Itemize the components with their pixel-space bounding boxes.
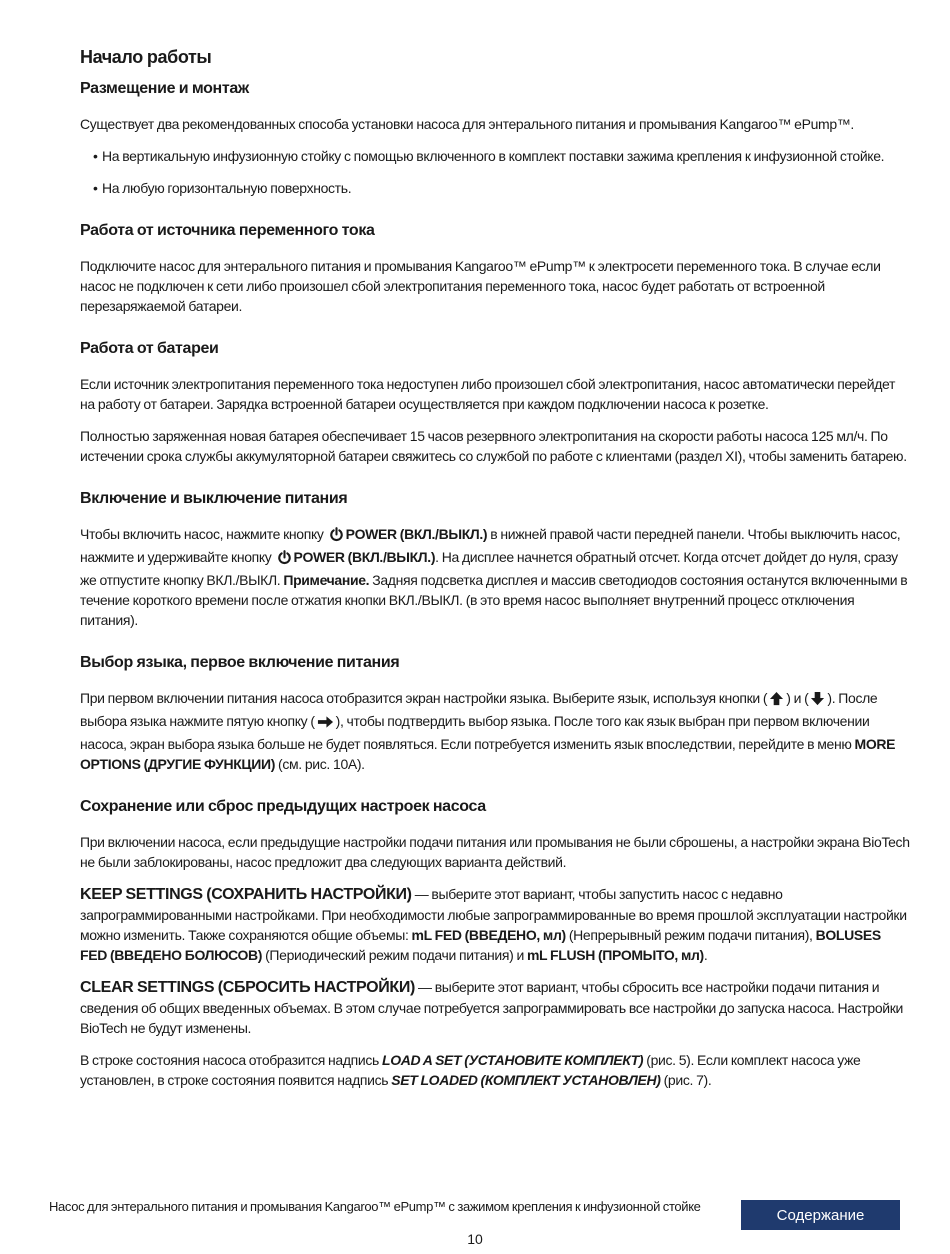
arrow-right-icon [317,714,334,734]
battery-paragraph-2: Полностью заряженная новая батарея обеспечивает 15 часов резервного электропитания на скорости работы насоса 125 мл/ч. По истечении срока службы аккумуляторной батареи свяжитесь со службой по работе с клиентами (раздел XI), чтобы заменить батарею. [80,428,907,464]
arrow-down-icon [810,691,825,711]
placement-intro: Существует два рекомендованных способа установки насоса для энтерального питания и промывания Kangaroo™ ePump™. [80,116,854,132]
battery-paragraph-1: Если источник электропитания переменного тока недоступен либо произошел сбой электропитания, насос автоматически перейдет на работу от батареи. Зарядка встроенной батареи осуществляется при каждом подключении насоса к розетке. [80,376,896,412]
keep-settings-paragraph: KEEP SETTINGS (СОХРАНИТЬ НАСТРОЙКИ) — выберите этот вариант, чтобы запустить насос с недавно запрограммированными настройками. При необходимости любые запрограммированные во время прошлой эксплуатации настройки можно изменить. Также сохраняются общие объемы: mL FED (ВВЕДЕНО, мл) (Непрерывный режим подачи питания), BOLUSES FED (ВВЕДЕНО БОЛЮСОВ) (Периодический режим подачи питания) и mL FLUSH (ПРОМЫТО, мл). [80,886,907,963]
language-heading: Выбор языка, первое включение питания [80,654,400,671]
settings-heading: Сохранение или сброс предыдущих настроек насоса [80,798,486,815]
power-icon [277,550,292,570]
page-title: Начало работы [80,47,212,67]
language-paragraph: При первом включении питания насоса отобразится экран настройки языка. Выберите язык, используя кнопки ( ) и ( ). После выбора языка нажмите пятую кнопку ( ), чтобы подтвердить выбор языка. После того как язык выбран при первом включении насоса, экран выбора языка больше не будет появляться. Если потребуется изменить язык впоследствии, перейдите в меню MORE OPTIONS (ДРУГИЕ ФУНКЦИИ) (см. рис. 10A). [80,690,896,772]
ac-heading: Работа от источника переменного тока [80,222,375,239]
power-paragraph: Чтобы включить насос, нажмите кнопку POWER (ВКЛ./ВЫКЛ.) в нижней правой части передней панели. Чтобы выключить насос, нажмите и удерживайте кнопку POWER (ВКЛ./ВЫКЛ.). На дисплее начнется обратный отсчет. Когда отсчет дойдет до нуля, сразу же отпустите кнопку ВКЛ./ВЫКЛ. Примечание. Задняя подсветка дисплея и массив светодиодов состояния останутся включенными в течение короткого времени после отжатия кнопки ВКЛ./ВЫКЛ. (в это время насос выполняет внутренний процесс отключения питания). [80,526,908,628]
table-of-contents-button[interactable]: Содержание [741,1200,900,1230]
list-item: • На вертикальную инфузионную стойку с помощью включенного в комплект поставки зажима крепления к инфузионной стойке. [93,148,885,164]
status-line-paragraph: В строке состояния насоса отобразится надпись LOAD A SET (УСТАНОВИТЕ КОМПЛЕКТ) (рис. 5). Если комплект насоса уже установлен, в строке состояния появится надпись SET LOADED (КОМПЛЕКТ УСТАНОВЛЕН) (рис. 7). [80,1052,861,1088]
ac-paragraph: Подключите насос для энтерального питания и промывания Kangaroo™ ePump™ к электросети переменного тока. В случае если насос не подключен к сети либо произошел сбой электропитания переменного тока, насос будет работать от встроенной перезаряжаемой батареи. [80,258,881,314]
page-number: 10 [467,1231,483,1247]
placement-list [80,146,910,198]
power-heading: Включение и выключение питания [80,490,348,507]
battery-heading: Работа от батареи [80,340,219,357]
placement-heading: Размещение и монтаж [80,80,249,97]
clear-settings-paragraph: CLEAR SETTINGS (СБРОСИТЬ НАСТРОЙКИ) — выберите этот вариант, чтобы сбросить все настройки подачи питания и сведения об общих введенных объемах. В этом случае потребуется запрограммировать все настройки до запуска насоса. Настройки BioTech не будут изменены. [80,979,903,1036]
arrow-up-icon [769,691,784,711]
power-icon [329,527,344,547]
list-item: • На любую горизонтальную поверхность. [93,180,352,196]
footer-product-name: Насос для энтерального питания и промывания Kangaroo™ ePump™ с зажимом крепления к инфузионной стойке [49,1199,701,1214]
settings-intro: При включении насоса, если предыдущие настройки подачи питания или промывания не были сброшены, а настройки экрана BioTech не были заблокированы, насос предложит два следующих варианта действий. [80,834,910,870]
document-body [80,44,910,1102]
